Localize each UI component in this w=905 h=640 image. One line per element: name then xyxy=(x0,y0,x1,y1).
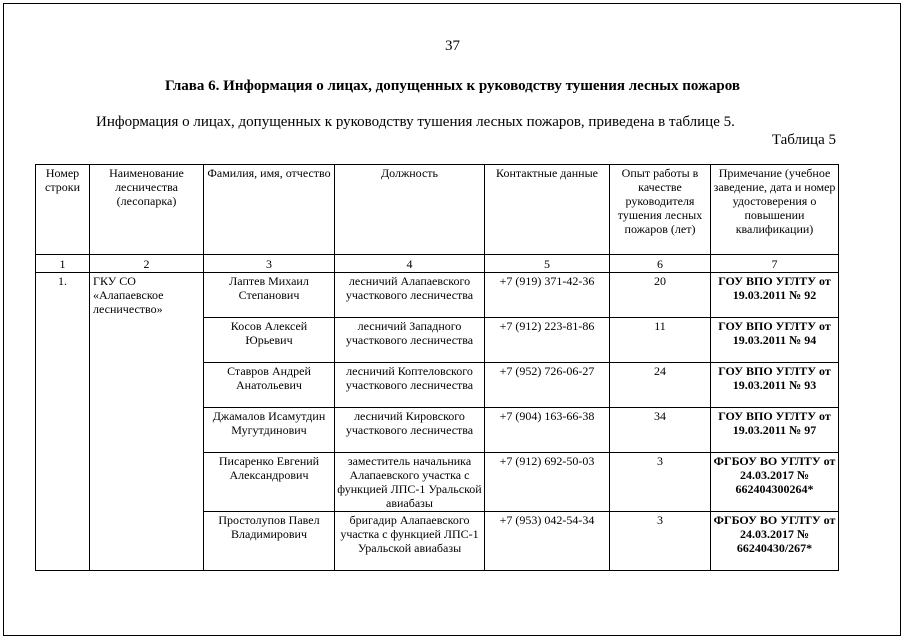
table-caption: Таблица 5 xyxy=(771,132,836,148)
note-cell: ГОУ ВПО УГЛТУ от 19.03.2011 № 94 xyxy=(711,318,839,363)
contact-cell: +7 (952) 726-06-27 xyxy=(485,363,610,408)
personnel-table xyxy=(35,164,839,571)
position-cell: лесничий Западного участкового лесничества xyxy=(335,318,485,363)
column-number: 7 xyxy=(711,255,839,273)
contact-cell: +7 (912) 692-50-03 xyxy=(485,453,610,512)
contact-cell: +7 (953) 042-54-34 xyxy=(485,512,610,571)
note-cell: ФГБОУ ВО УГЛТУ от 24.03.2017 № 662404300264* xyxy=(711,453,839,512)
column-number: 1 xyxy=(36,255,90,273)
name-cell: Косов Алексей Юрьевич xyxy=(204,318,335,363)
experience-cell: 34 xyxy=(610,408,711,453)
experience-cell: 11 xyxy=(610,318,711,363)
experience-cell: 3 xyxy=(610,453,711,512)
column-number: 5 xyxy=(485,255,610,273)
name-cell: Лаптев Михаил Степанович xyxy=(204,273,335,318)
page-number: 37 xyxy=(445,38,460,54)
position-cell: лесничий Кировского участкового лесничества xyxy=(335,408,485,453)
contact-cell: +7 (904) 163-66-38 xyxy=(485,408,610,453)
contact-cell: +7 (919) 371-42-36 xyxy=(485,273,610,318)
name-cell: Ставров Андрей Анатольевич xyxy=(204,363,335,408)
position-cell: заместитель начальника Алапаевского участка с функцией ЛПС-1 Уральской авиабазы xyxy=(335,453,485,512)
column-number-row xyxy=(36,255,839,273)
header-experience: Опыт работы в качестве руководителя тушения лесных пожаров (лет) xyxy=(610,165,711,255)
column-number: 6 xyxy=(610,255,711,273)
note-cell: ГОУ ВПО УГЛТУ от 19.03.2011 № 93 xyxy=(711,363,839,408)
column-number: 4 xyxy=(335,255,485,273)
name-cell: Писаренко Евгений Александрович xyxy=(204,453,335,512)
forestry-cell: ГКУ СО «Алапаевское лесничество» xyxy=(90,273,204,571)
table-row xyxy=(36,273,839,318)
column-number: 2 xyxy=(90,255,204,273)
experience-cell: 20 xyxy=(610,273,711,318)
position-cell: бригадир Алапаевского участка с функцией ЛПС-1 Уральской авиабазы xyxy=(335,512,485,571)
header-forestry: Наименование лесничества (лесопарка) xyxy=(90,165,204,255)
position-cell: лесничий Алапаевского участкового лесничества xyxy=(335,273,485,318)
header-note: Примечание (учебное заведение, дата и номер удостоверения о повышении квалификации) xyxy=(711,165,839,255)
intro-paragraph: Информация о лицах, допущенных к руководству тушения лесных пожаров, приведена в таблице 5. xyxy=(96,114,735,130)
header-position: Должность xyxy=(335,165,485,255)
experience-cell: 3 xyxy=(610,512,711,571)
chapter-title: Глава 6. Информация о лицах, допущенных к руководству тушения лесных пожаров xyxy=(165,78,740,94)
header-contact: Контактные данные xyxy=(485,165,610,255)
experience-cell: 24 xyxy=(610,363,711,408)
header-row-number: Номер строки xyxy=(36,165,90,255)
contact-cell: +7 (912) 223-81-86 xyxy=(485,318,610,363)
table-header-row xyxy=(36,165,839,255)
name-cell: Джамалов Исамутдин Мугутдинович xyxy=(204,408,335,453)
position-cell: лесничий Коптеловского участкового лесничества xyxy=(335,363,485,408)
column-number: 3 xyxy=(204,255,335,273)
header-full-name: Фамилия, имя, отчество xyxy=(204,165,335,255)
note-cell: ФГБОУ ВО УГЛТУ от 24.03.2017 № 66240430/267* xyxy=(711,512,839,571)
name-cell: Простолупов Павел Владимирович xyxy=(204,512,335,571)
note-cell: ГОУ ВПО УГЛТУ от 19.03.2011 № 97 xyxy=(711,408,839,453)
note-cell: ГОУ ВПО УГЛТУ от 19.03.2011 № 92 xyxy=(711,273,839,318)
row-number-cell: 1. xyxy=(36,273,90,571)
